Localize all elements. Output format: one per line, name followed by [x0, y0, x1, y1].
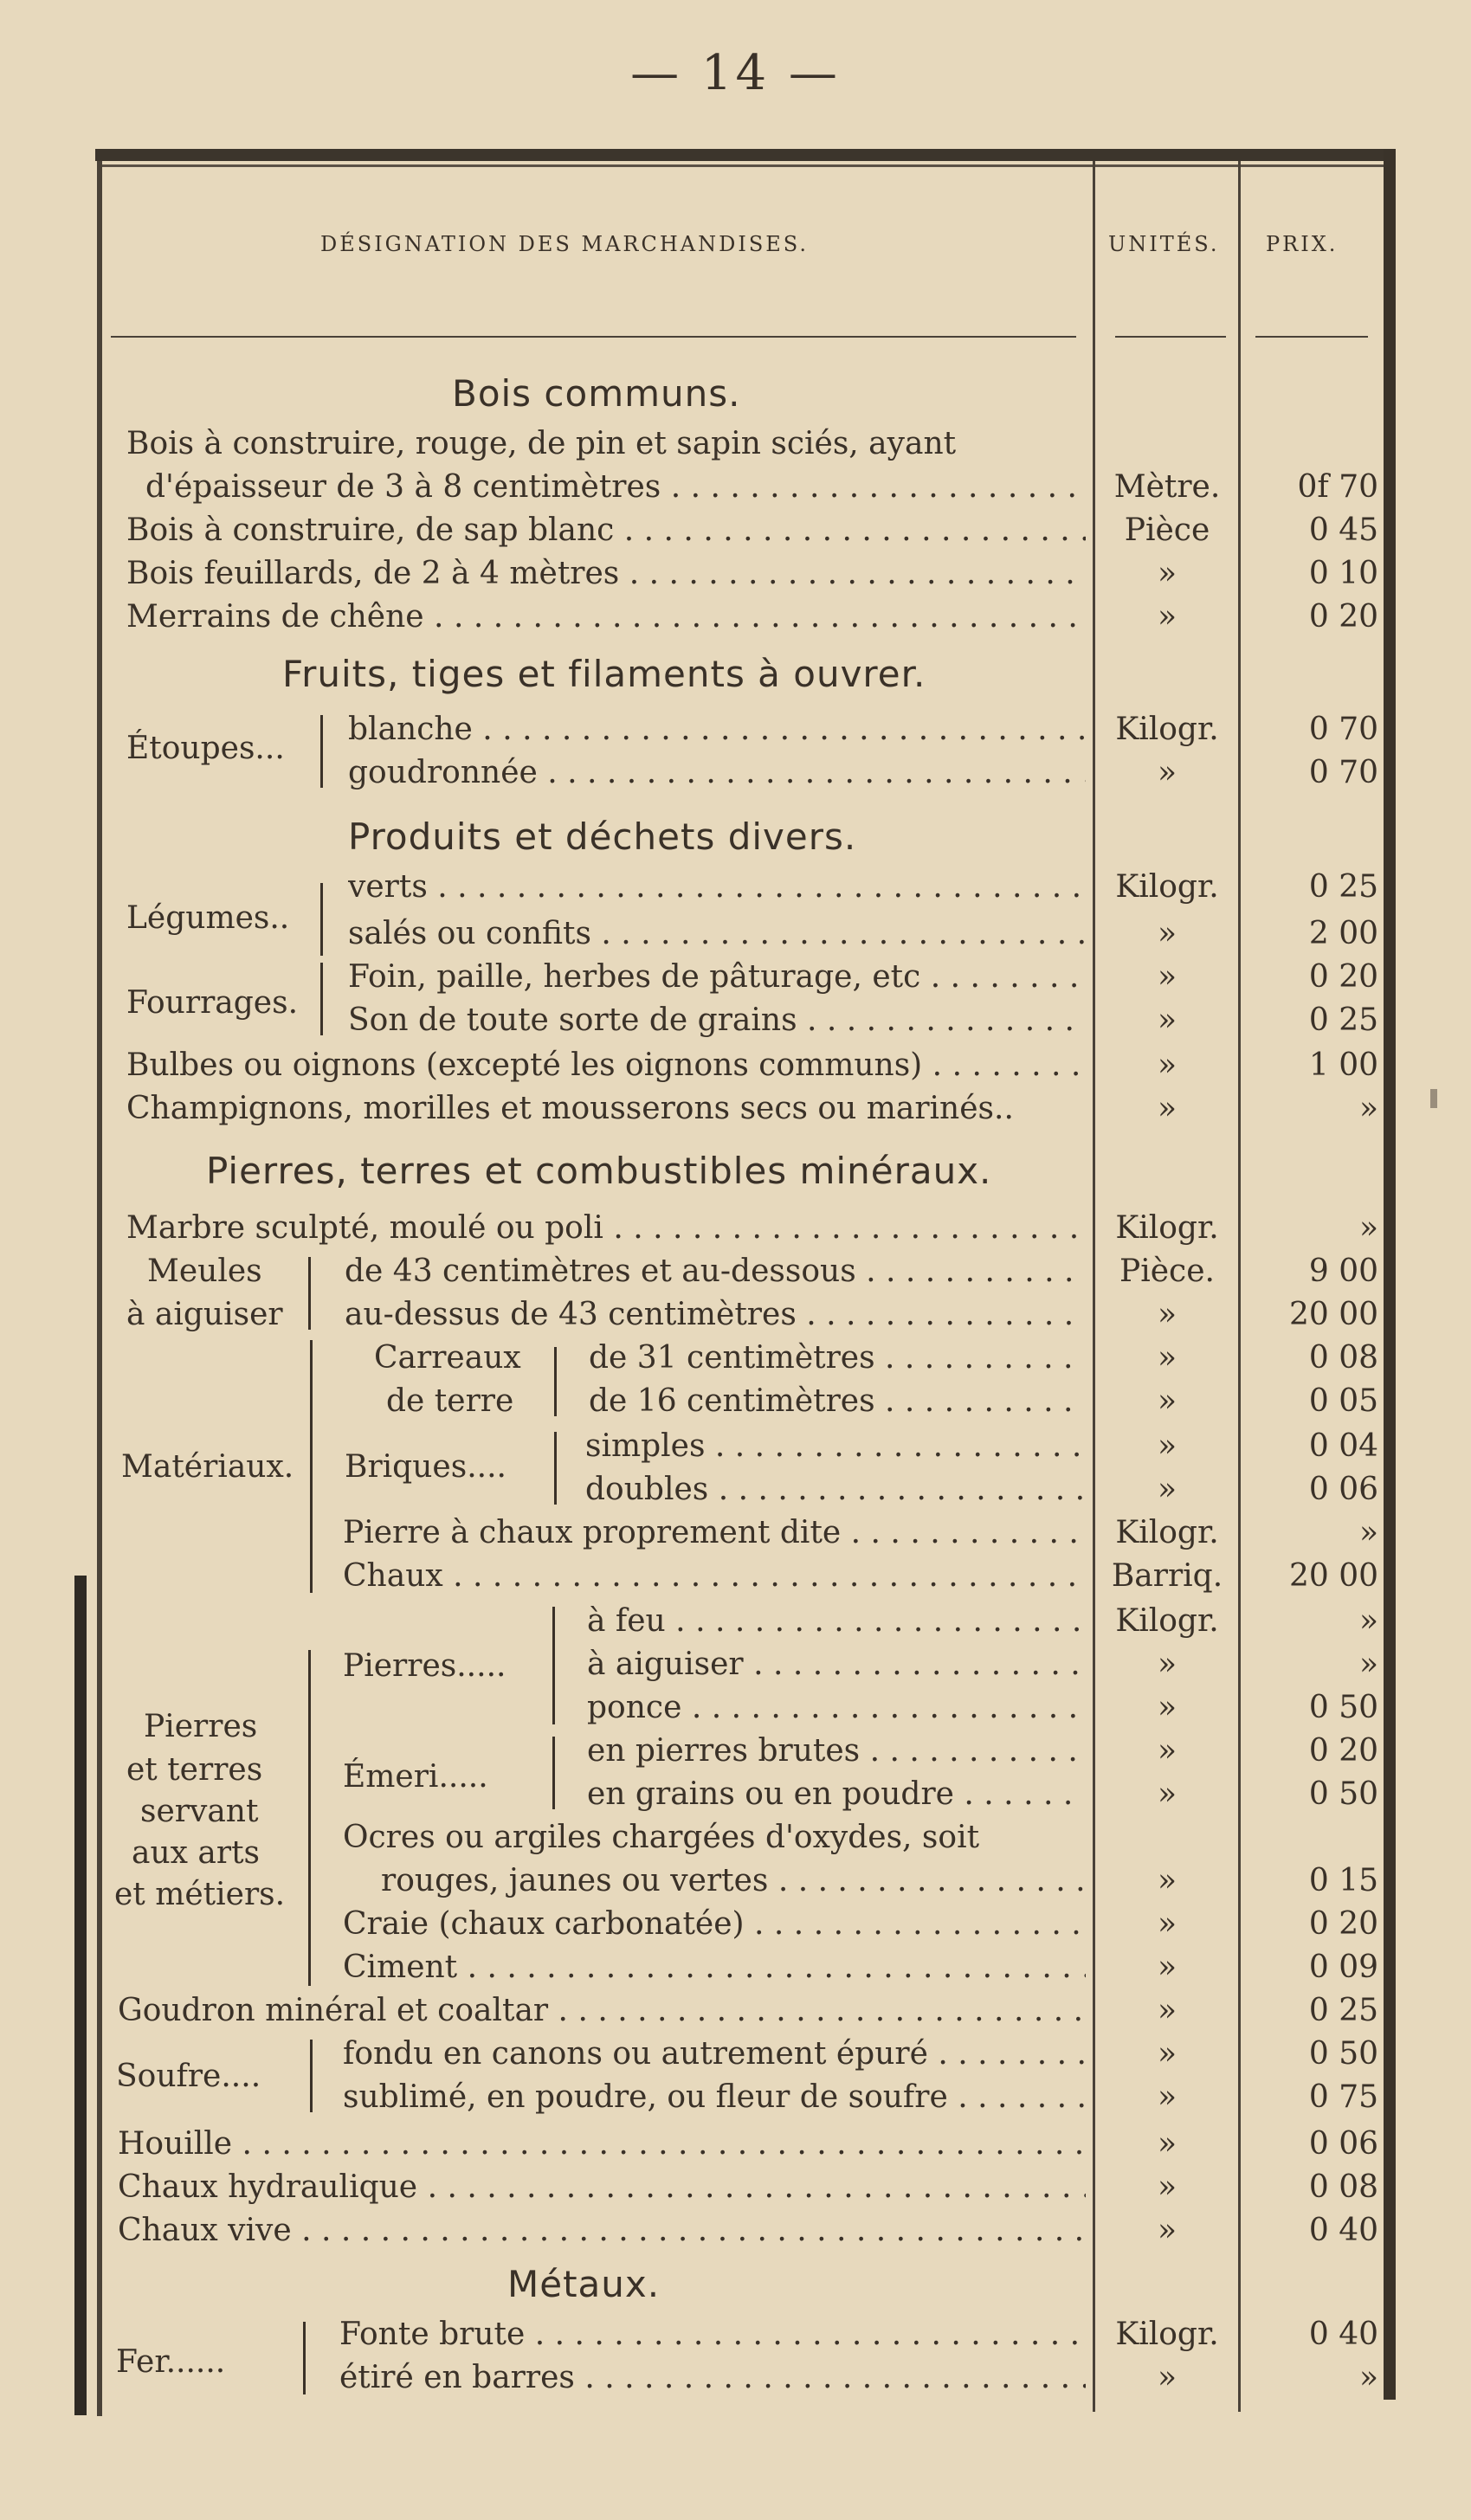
table-row — [0, 1730, 1471, 1773]
row-label: Ciment . . . — [343, 1946, 1086, 1989]
row-price: 0 06 — [1308, 2126, 1378, 2162]
table-row — [0, 1643, 1471, 1686]
table-row — [0, 2313, 1471, 2356]
row-unit: » — [1157, 1047, 1177, 1083]
row-label: Ocres ou argiles chargées d'oxydes, soit — [343, 1820, 980, 1855]
row-unit: » — [1157, 1733, 1177, 1769]
row-price: » — [1358, 1210, 1378, 1246]
row-price: 0 15 — [1308, 1863, 1378, 1898]
row-price: 20 00 — [1288, 1558, 1378, 1594]
table-row — [0, 1468, 1471, 1511]
row-unit: Pièce. — [1119, 1254, 1215, 1289]
row-label: Chaux vive . . . — [118, 2209, 1086, 2253]
table-row — [0, 1087, 1471, 1131]
row-label: de 16 centimètres . . . — [589, 1380, 1086, 1423]
row-unit: » — [1157, 755, 1177, 790]
row-unit: » — [1157, 1472, 1177, 1507]
row-price: 0f 70 — [1297, 469, 1378, 505]
row-label: Son de toute sorte de grains . . . — [348, 999, 1086, 1042]
table-row — [0, 1859, 1471, 1903]
group-label: servant — [140, 1794, 259, 1829]
table-row — [0, 912, 1471, 956]
row-unit: Kilogr. — [1115, 1210, 1219, 1246]
group-label: Légumes.. — [126, 900, 290, 936]
row-label: de 31 centimètres . . . — [589, 1337, 1086, 1380]
row-label: rouges, jaunes ou vertes . . . — [381, 1859, 1086, 1903]
section-title: Fruits, tiges et filaments à ouvrer. — [282, 653, 926, 695]
row-price: 0 05 — [1308, 1383, 1378, 1419]
table-row — [0, 509, 1471, 552]
subgroup-label: de terre — [386, 1383, 514, 1419]
row-price: 2 00 — [1308, 916, 1378, 951]
table-row — [0, 2076, 1471, 2119]
row-price: 0 50 — [1308, 1776, 1378, 1812]
table-row — [0, 1250, 1471, 1293]
table-row — [0, 1903, 1471, 1946]
table-row — [0, 751, 1471, 795]
row-label: doubles . . . — [585, 1468, 1086, 1511]
row-price: 0 50 — [1308, 2036, 1378, 2072]
table-row — [0, 2123, 1471, 2166]
row-label: Pierre à chaux proprement dite . . . — [343, 1511, 1086, 1555]
row-label: étiré en barres . . . — [339, 2356, 1086, 2400]
row-price: 0 45 — [1308, 512, 1378, 548]
row-unit: Kilogr. — [1115, 712, 1219, 747]
row-price: 0 70 — [1308, 712, 1378, 747]
table-row — [0, 708, 1471, 751]
group-label: Pierres — [144, 1709, 258, 1744]
table-row — [0, 866, 1471, 909]
table-row — [0, 1946, 1471, 1989]
row-unit: » — [1157, 556, 1177, 591]
row-unit: » — [1157, 1950, 1177, 1985]
row-unit: » — [1157, 1383, 1177, 1419]
row-unit: » — [1157, 1776, 1177, 1812]
row-label: d'épaisseur de 3 à 8 centimètres . . . — [145, 466, 1086, 509]
row-label: Foin, paille, herbes de pâturage, etc . . . — [348, 956, 1086, 999]
row-price: 0 08 — [1308, 1340, 1378, 1376]
table-row — [0, 422, 1471, 466]
table-row — [0, 466, 1471, 509]
row-unit: » — [1157, 1690, 1177, 1725]
header-rule — [111, 336, 1076, 338]
margin-mark — [1430, 1089, 1437, 1108]
row-price: 0 50 — [1308, 1690, 1378, 1725]
table-row — [0, 1600, 1471, 1643]
table-row — [0, 1337, 1471, 1380]
table-row — [0, 2356, 1471, 2400]
table-top-border — [95, 149, 1394, 161]
section-title: Pierres, terres et combustibles minéraux. — [206, 1150, 992, 1192]
group-label: Matériaux. — [121, 1449, 294, 1485]
row-price: 0 25 — [1308, 1993, 1378, 2028]
table-row — [0, 1044, 1471, 1087]
section-title: Métaux. — [507, 2263, 661, 2305]
row-label: en pierres brutes . . . — [587, 1730, 1086, 1773]
table-row — [0, 1989, 1471, 2033]
row-unit: » — [1157, 1863, 1177, 1898]
table-row — [0, 1686, 1471, 1730]
row-unit: » — [1157, 916, 1177, 951]
page-number: — 14 — — [630, 45, 841, 101]
header-rule-price — [1255, 336, 1368, 338]
row-label: simples . . . — [585, 1425, 1086, 1468]
row-price: 0 75 — [1308, 2079, 1378, 2115]
table-row — [0, 552, 1471, 596]
row-unit: » — [1157, 1297, 1177, 1332]
row-price: 0 40 — [1308, 2213, 1378, 2248]
row-label: goudronnée . . . — [348, 751, 1086, 795]
row-price: 0 09 — [1308, 1950, 1378, 1985]
group-label: Meules — [147, 1254, 262, 1289]
row-price: » — [1358, 1515, 1378, 1550]
row-unit: Kilogr. — [1115, 1515, 1219, 1550]
table-row — [0, 2209, 1471, 2253]
row-label: de 43 centimètres et au-dessous . . . — [345, 1250, 1086, 1293]
table-row — [0, 999, 1471, 1042]
row-price: » — [1358, 1091, 1378, 1126]
row-label: Bois à construire, rouge, de pin et sapin sciés, ayant — [126, 426, 957, 461]
row-price: » — [1358, 1603, 1378, 1639]
row-price: 0 20 — [1308, 1906, 1378, 1942]
row-price: 0 06 — [1308, 1472, 1378, 1507]
row-price: 0 10 — [1308, 556, 1378, 591]
table-row — [0, 1773, 1471, 1816]
group-label: Fer...... — [116, 2344, 226, 2380]
table-row — [0, 1380, 1471, 1423]
table-row — [0, 1511, 1471, 1555]
group-label: et terres — [126, 1752, 263, 1788]
row-unit: » — [1157, 2169, 1177, 2205]
row-unit: » — [1157, 2213, 1177, 2248]
row-unit: » — [1157, 1906, 1177, 1942]
row-unit: » — [1157, 2079, 1177, 2115]
section-title: Produits et déchets divers. — [348, 815, 857, 858]
row-unit: » — [1157, 599, 1177, 635]
row-label: Marbre sculpté, moulé ou poli . . . — [126, 1207, 1086, 1250]
row-price: 20 00 — [1288, 1297, 1378, 1332]
row-unit: » — [1157, 1993, 1177, 2028]
group-label: Étoupes... — [126, 731, 285, 766]
row-label: blanche . . . — [348, 708, 1086, 751]
table-row — [0, 1555, 1471, 1598]
row-price: 0 40 — [1308, 2317, 1378, 2352]
row-label: ponce . . . — [587, 1686, 1086, 1730]
header-units: UNITÉS. — [1108, 232, 1220, 256]
row-price: 0 20 — [1308, 1733, 1378, 1769]
table-row — [0, 2033, 1471, 2076]
row-unit: » — [1157, 2360, 1177, 2395]
group-label: aux arts — [132, 1835, 261, 1871]
row-price: 0 25 — [1308, 1002, 1378, 1038]
subgroup-label: Carreaux — [374, 1340, 521, 1376]
row-price: » — [1358, 2360, 1378, 2395]
subgroup-label: Pierres..... — [343, 1648, 506, 1684]
subgroup-label: Briques.... — [345, 1449, 506, 1485]
row-unit: » — [1157, 1428, 1177, 1464]
row-unit: Kilogr. — [1115, 869, 1219, 905]
row-label: Champignons, morilles et mousserons secs ou marinés.. — [126, 1091, 1014, 1126]
row-price: 0 20 — [1308, 959, 1378, 995]
header-price: PRIX. — [1266, 232, 1339, 256]
row-label: au-dessus de 43 centimètres . . . — [345, 1293, 1086, 1337]
row-price: 0 20 — [1308, 599, 1378, 635]
row-price: 1 00 — [1308, 1047, 1378, 1083]
row-label: Bois à construire, de sap blanc . . . — [126, 509, 1086, 552]
row-price: 0 08 — [1308, 2169, 1378, 2205]
section-title: Bois communs. — [452, 372, 741, 415]
table-row — [0, 1425, 1471, 1468]
row-label: Craie (chaux carbonatée) . . . — [343, 1903, 1086, 1946]
row-label: Fonte brute . . . — [339, 2313, 1086, 2356]
row-unit: Pièce — [1124, 512, 1210, 548]
group-label: et métiers. — [114, 1877, 286, 1912]
row-unit: » — [1157, 959, 1177, 995]
row-price: 0 25 — [1308, 869, 1378, 905]
row-label: salés ou confits . . . — [348, 912, 1086, 956]
header-rule-units — [1115, 336, 1226, 338]
row-label: Goudron minéral et coaltar . . . — [118, 1989, 1086, 2033]
group-label: à aiguiser — [126, 1297, 283, 1332]
group-label: Soufre.... — [116, 2059, 261, 2094]
row-price: 0 70 — [1308, 755, 1378, 790]
row-unit: Kilogr. — [1115, 2317, 1219, 2352]
row-label: Bois feuillards, de 2 à 4 mètres . . . — [126, 552, 1086, 596]
row-price: » — [1358, 1647, 1378, 1682]
row-unit: » — [1157, 2126, 1177, 2162]
row-label: Merrains de chêne . . . — [126, 596, 1086, 639]
table-row — [0, 2166, 1471, 2209]
row-unit: Mètre. — [1113, 469, 1221, 505]
group-label: Fourrages. — [126, 985, 299, 1021]
row-label: sublimé, en poudre, ou fleur de soufre . . . — [343, 2076, 1086, 2119]
row-label: verts . . . — [348, 866, 1086, 909]
row-price: 9 00 — [1308, 1254, 1378, 1289]
table-row — [0, 596, 1471, 639]
row-unit: » — [1157, 1647, 1177, 1682]
row-unit: Kilogr. — [1115, 1603, 1219, 1639]
row-label: Chaux hydraulique . . . — [118, 2166, 1086, 2209]
row-unit: » — [1157, 1091, 1177, 1126]
row-label: à aiguiser . . . — [587, 1643, 1086, 1686]
row-label: Houille . . . — [118, 2123, 1086, 2166]
table-row — [0, 956, 1471, 999]
table-row — [0, 1207, 1471, 1250]
row-price: 0 04 — [1308, 1428, 1378, 1464]
table-row — [0, 1816, 1471, 1859]
row-label: fondu en canons ou autrement épuré . . . — [343, 2033, 1086, 2076]
subgroup-label: Émeri..... — [343, 1759, 488, 1795]
row-unit: » — [1157, 1340, 1177, 1376]
table-row — [0, 1293, 1471, 1337]
row-label: à feu . . . — [587, 1600, 1086, 1643]
row-label: en grains ou en poudre . . . — [587, 1773, 1086, 1816]
row-unit: Barriq. — [1111, 1558, 1223, 1594]
row-unit: » — [1157, 2036, 1177, 2072]
row-label: Chaux . . . — [343, 1555, 1086, 1598]
row-unit: » — [1157, 1002, 1177, 1038]
header-designation: DÉSIGNATION DES MARCHANDISES. — [320, 232, 809, 256]
row-label: Bulbes ou oignons (excepté les oignons communs) . . . — [126, 1044, 1086, 1087]
table-top-rule — [102, 164, 1392, 167]
